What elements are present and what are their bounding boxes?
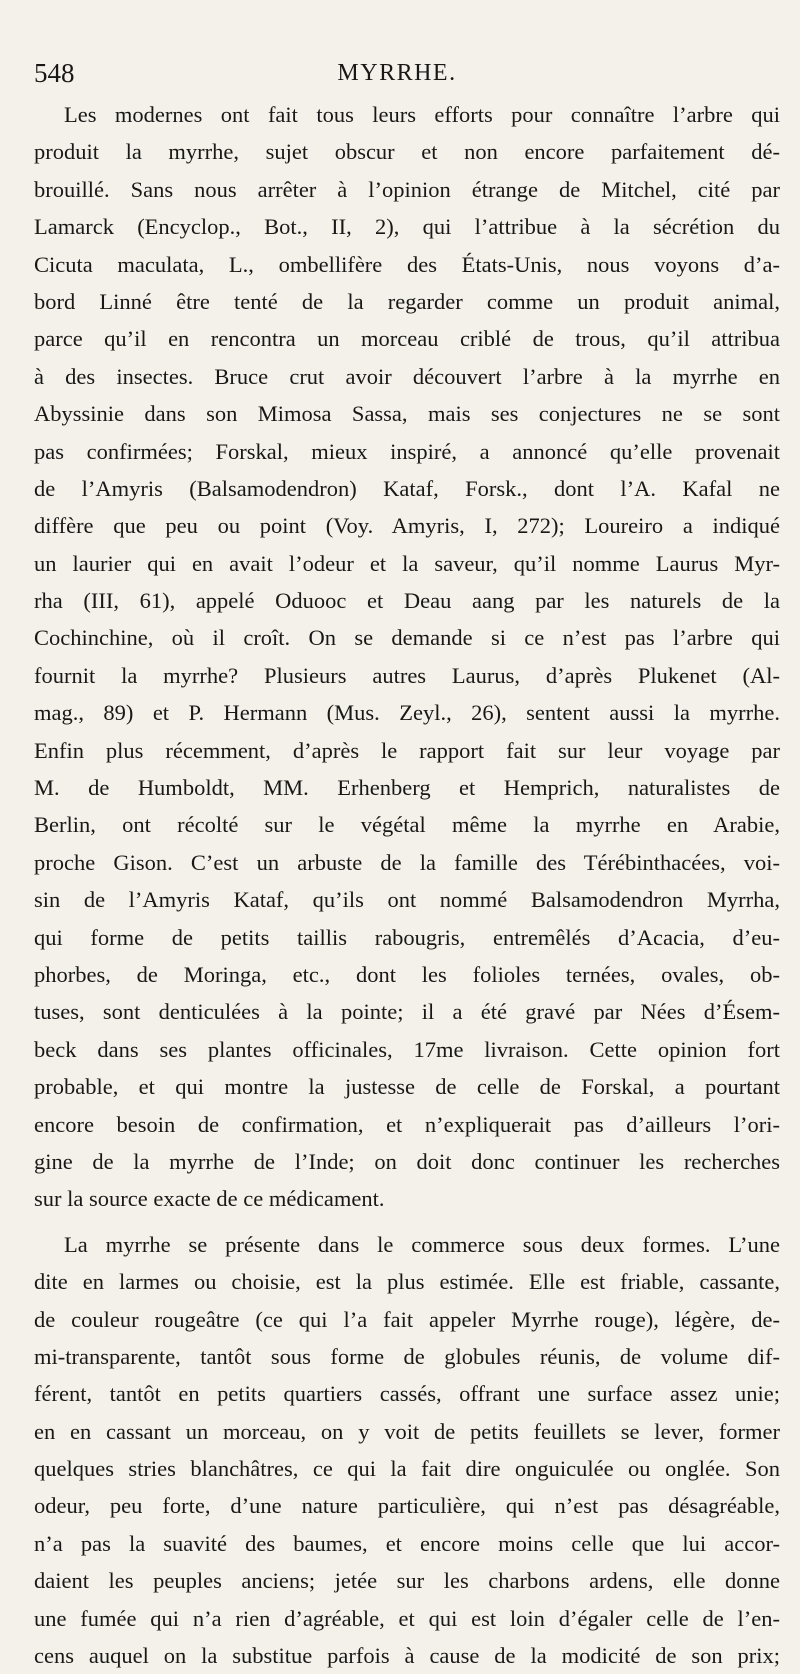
text-line: Cochinchine, où il croît. On se demande si ce n’est pas l’arbre qui — [34, 625, 780, 651]
text-line: mi-transparente, tantôt sous forme de globules réunis, de volume dif- — [34, 1343, 780, 1369]
text-line: de l’Amyris (Balsamodendron) Kataf, Forsk., dont l’A. Kafal ne — [34, 475, 780, 501]
text-line: odeur, peu forte, d’une nature particulière, qui n’est pas désagréable, — [34, 1493, 780, 1519]
text-line: tuses, sont denticulées à la pointe; il a été gravé par Nées d’Ésem- — [34, 999, 780, 1025]
text-line: Les modernes ont fait tous leurs efforts pour connaître l’arbre qui — [64, 102, 780, 127]
text-line: proche Gison. C’est un arbuste de la famille des Térébinthacées, voi- — [34, 849, 780, 875]
text-line: Berlin, ont récolté sur le végétal même la myrrhe en Arabie, — [34, 812, 780, 838]
paragraph-gap — [34, 1218, 780, 1226]
text-line: une fumée qui n’a rien d’agréable, et qui est loin d’égaler celle de l’en- — [34, 1605, 780, 1631]
text-line: brouillé. Sans nous arrêter à l’opinion étrange de Mitchel, cité par — [34, 176, 780, 202]
text-line: Lamarck (Encyclop., Bot., II, 2), qui l’attribue à la sécrétion du — [34, 214, 780, 240]
text-line: quelques stries blanchâtres, ce qui la fait dire onguiculée ou onglée. Son — [34, 1456, 780, 1482]
text-line: Cicuta maculata, L., ombellifère des États-Unis, nous voyons d’a- — [34, 251, 780, 277]
text-line: dite en larmes ou choisie, est la plus estimée. Elle est friable, cassante, — [34, 1269, 780, 1295]
text-line: rha (III, 61), appelé Oduooc et Deau aang par les naturels de la — [34, 588, 780, 614]
text-line: encore besoin de confirmation, et n’expliquerait pas d’ailleurs l’ori- — [34, 1111, 780, 1137]
paragraph — [34, 96, 780, 1218]
text-line: un laurier qui en avait l’odeur et la saveur, qu’il nomme Laurus Myr- — [34, 550, 780, 576]
text-line: beck dans ses plantes officinales, 17me livraison. Cette opinion fort — [34, 1036, 780, 1062]
text-line: Abyssinie dans son Mimosa Sassa, mais ses conjectures ne se sont — [34, 401, 780, 427]
text-line: phorbes, de Moringa, etc., dont les folioles ternées, ovales, ob- — [34, 961, 780, 987]
text-line: sin de l’Amyris Kataf, qu’ils ont nommé Balsamodendron Myrrha, — [34, 887, 780, 913]
running-title: MYRRHE. — [337, 60, 457, 86]
text-line: cens auquel on la substitue parfois à cause de la modicité de son prix; — [34, 1643, 780, 1669]
text-line: La myrrhe se présente dans le commerce sous deux formes. L’une — [64, 1231, 780, 1257]
text-line: qui forme de petits taillis rabougris, entremêlés d’Acacia, d’eu- — [34, 924, 780, 950]
text-line: daient les peuples anciens; jetée sur les charbons ardens, elle donne — [34, 1568, 780, 1594]
text-line: pas confirmées; Forskal, mieux inspiré, a annoncé qu’elle provenait — [34, 438, 780, 464]
text-line: diffère que peu ou point (Voy. Amyris, I, 272); Loureiro a indiqué — [34, 513, 780, 539]
text-line: gine de la myrrhe de l’Inde; on doit donc continuer les recherches — [34, 1148, 780, 1174]
page-header — [34, 58, 760, 92]
text-line: mag., 89) et P. Hermann (Mus. Zeyl., 26), sentent aussi la myrrhe. — [34, 700, 780, 726]
text-line: fournit la myrrhe? Plusieurs autres Laurus, d’après Plukenet (Al- — [34, 662, 780, 688]
body-text — [34, 96, 780, 1674]
text-line: n’a pas la suavité des baumes, et encore moins celle que lui accor- — [34, 1530, 780, 1556]
text-line: bord Linné être tenté de la regarder comme un produit animal, — [34, 288, 780, 314]
text-line: sur la source exacte de ce médicament. — [34, 1186, 385, 1212]
paragraph — [34, 1226, 780, 1674]
text-line: produit la myrrhe, sujet obscur et non encore parfaitement dé- — [34, 139, 780, 165]
text-line: de couleur rougeâtre (ce qui l’a fait appeler Myrrhe rouge), légère, de- — [34, 1306, 780, 1332]
page-number: 548 — [34, 58, 75, 88]
text-line: à des insectes. Bruce crut avoir découvert l’arbre à la myrrhe en — [34, 363, 780, 389]
text-line: en en cassant un morceau, on y voit de petits feuillets se lever, former — [34, 1418, 780, 1444]
text-line: férent, tantôt en petits quartiers cassés, offrant une surface assez unie; — [34, 1381, 780, 1407]
text-line: Enfin plus récemment, d’après le rapport fait sur leur voyage par — [34, 737, 780, 763]
text-line: probable, et qui montre la justesse de celle de Forskal, a pourtant — [34, 1074, 780, 1100]
text-line: parce qu’il en rencontra un morceau criblé de trous, qu’il attribua — [34, 326, 780, 352]
text-line: M. de Humboldt, MM. Erhenberg et Hemprich, naturalistes de — [34, 775, 780, 801]
